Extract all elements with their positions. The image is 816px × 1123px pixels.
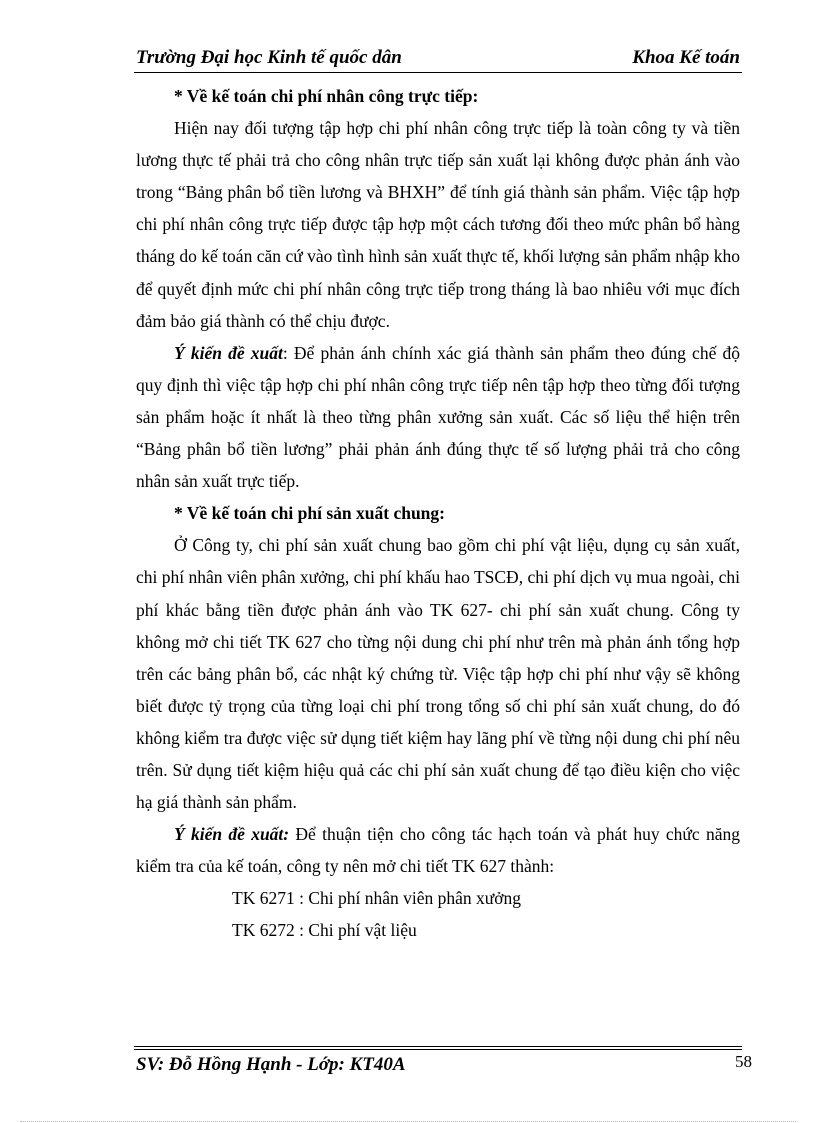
proposal-text: : Để phản ánh chính xác giá thành sản phẩm theo đúng chế độ quy định thì việc tập hợp chi phí nhân công trực tiếp nên tập hợp theo từng đối tượng sản phẩm hoặc ít nhất là theo từng phân xưởng sản xuất. Các số liệu thể hiện trên “Bảng phân bổ tiền lương” phải phản ánh đúng thực tế số lượng phải trả cho công nhân sản xuất trực tiếp. [136,342,740,492]
document-body [136,80,740,947]
header-department: Khoa Kế toán [632,47,740,68]
proposal-label: Ý kiến đề xuất [174,342,283,363]
proposal-label: Ý kiến đề xuất: [174,824,290,845]
page-edge [20,1121,796,1122]
proposal-text: Để thuận tiện cho công tác hạch toán và phát huy chức năng kiểm tra của kế toán, công ty nên mở chi tiết TK 627 thành: [136,824,740,877]
header-rule [134,72,742,73]
section-heading-direct-labor: * Về kế toán chi phí nhân công trực tiếp: [174,86,479,106]
paragraph-proposal-2 [136,818,740,882]
header-school: Trường Đại học Kinh tế quốc dân [136,47,402,68]
account-line-6272: TK 6272 : Chi phí vật liệu [232,920,417,941]
paragraph-direct-labor: Hiện nay đối tượng tập hợp chi phí nhân công trực tiếp là toàn công ty và tiền lương thực tế phải trả cho công nhân trực tiếp sản xuất lại không được phản ánh vào trong “Bảng phân bổ tiền lương và BHXH” để tính giá thành sản phẩm. Việc tập hợp chi phí nhân công trực tiếp được tập hợp một cách tương đối theo mức phân bổ hàng tháng do kế toán căn cứ vào tình hình sản xuất thực tế, khối lượng sản phẩm nhập kho để quyết định mức chi phí nhân công trực tiếp trong tháng là bao nhiêu với mục đích đảm bảo giá thành có thể chịu được. [136,118,740,331]
account-line-6271: TK 6271 : Chi phí nhân viên phân xưởng [232,888,521,909]
footer-student: SV: Đỗ Hồng Hạnh - Lớp: KT40A [136,1054,406,1075]
footer-rule [134,1046,742,1047]
section-heading-overhead: * Về kế toán chi phí sản xuất chung: [174,503,445,524]
page-number: 58 [735,1052,752,1071]
paragraph-overhead: Ở Công ty, chi phí sản xuất chung bao gồm chi phí vật liệu, dụng cụ sản xuất, chi phí nhân viên phân xưởng, chi phí khấu hao TSCĐ, chi phí dịch vụ mua ngoài, chi phí khác bằng tiền được phản ánh vào TK 627- chi phí sản xuất chung. Công ty không mở chi tiết TK 627 cho từng nội dung chi phí như trên mà phản ánh tổng hợp trên các bảng phân bổ, các nhật ký chứng từ. Việc tập hợp chi phí như vậy sẽ không biết được tỷ trọng của từng loại chi phí trong tổng số chi phí sản xuất chung, do đó không kiểm tra được việc sử dụng tiết kiệm hay lãng phí về từng nội dung chi phí nêu trên. Sử dụng tiết kiệm hiệu quả các chi phí sản xuất chung để tạo điều kiện cho việc hạ giá thành sản phẩm. [136,535,740,813]
footer-rule [134,1049,742,1050]
paragraph-proposal-1 [136,337,740,497]
